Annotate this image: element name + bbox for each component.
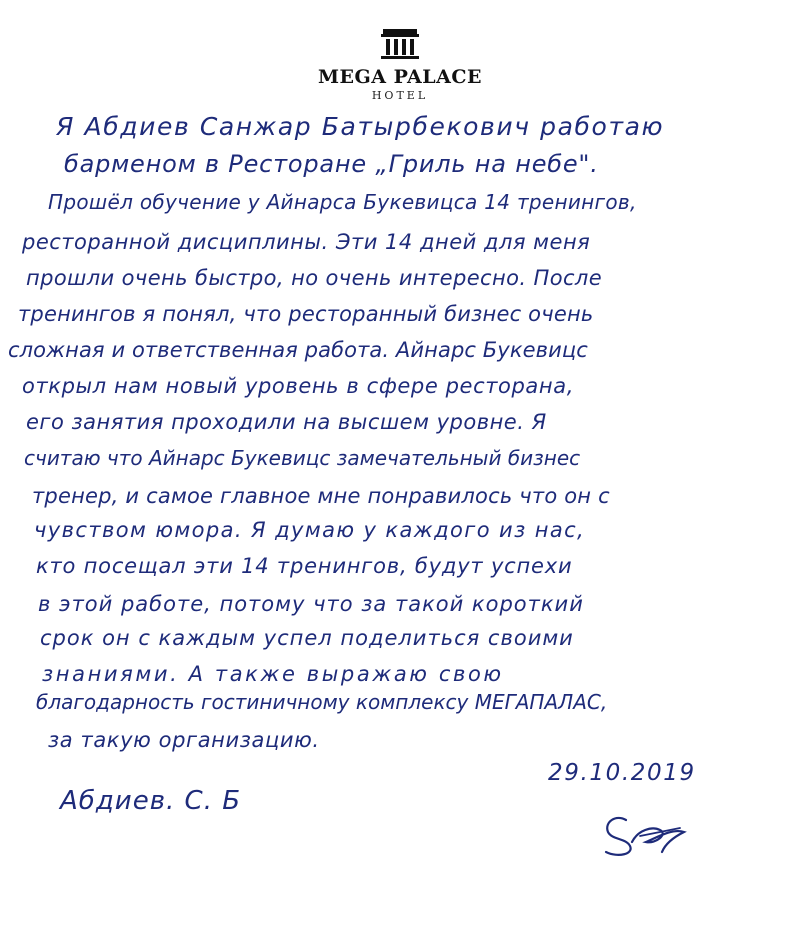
letter-line: благодарность гостиничному комплексу МЕГАПАЛАС, bbox=[36, 690, 608, 714]
letterhead bbox=[0, 28, 800, 102]
letter-line: сложная и ответственная работа. Айнарс Букевицс bbox=[8, 338, 588, 362]
letter-line: тренер, и самое главное мне понравилось что он с bbox=[32, 484, 610, 508]
letter-line: знаниями. А также выражаю свою bbox=[42, 662, 504, 686]
letter-line: за такую организацию. bbox=[48, 728, 320, 752]
hotel-subtitle: HOTEL bbox=[371, 89, 429, 102]
letter-line: его занятия проходили на высшем уровне. Я bbox=[26, 410, 547, 434]
letter-line: открыл нам новый уровень в сфере ресторана, bbox=[22, 374, 574, 398]
letter-line: срок он с каждым успел поделиться своими bbox=[40, 626, 574, 650]
letter-line: ресторанной дисциплины. Эти 14 дней для меня bbox=[22, 230, 591, 254]
signature-date: 29.10.2019 bbox=[548, 760, 696, 786]
letter-line: Я Абдиев Санжар Батырбекович работаю bbox=[56, 112, 665, 141]
signer-name: Абдиев. С. Б bbox=[60, 786, 242, 816]
letter-line: тренингов я понял, что ресторанный бизнес очень bbox=[18, 302, 594, 326]
handwritten-signature-icon bbox=[596, 808, 692, 864]
letter-line: Прошёл обучение у Айнарса Букевицса 14 тренингов, bbox=[48, 190, 637, 214]
letter-line: барменом в Ресторане „Гриль на небе". bbox=[64, 150, 599, 178]
letter-line: в этой работе, потому что за такой короткий bbox=[38, 592, 584, 616]
hotel-name: MEGA PALACE bbox=[318, 66, 482, 88]
letter-line: считаю что Айнарс Букевицс замечательный бизнес bbox=[24, 446, 581, 470]
letter-line: чувством юмора. Я думаю у каждого из нас, bbox=[34, 518, 586, 542]
letter-line: прошли очень быстро, но очень интересно. После bbox=[26, 266, 603, 290]
letter-line: кто посещал эти 14 тренингов, будут успехи bbox=[36, 554, 573, 578]
palace-columns-icon bbox=[380, 28, 420, 62]
